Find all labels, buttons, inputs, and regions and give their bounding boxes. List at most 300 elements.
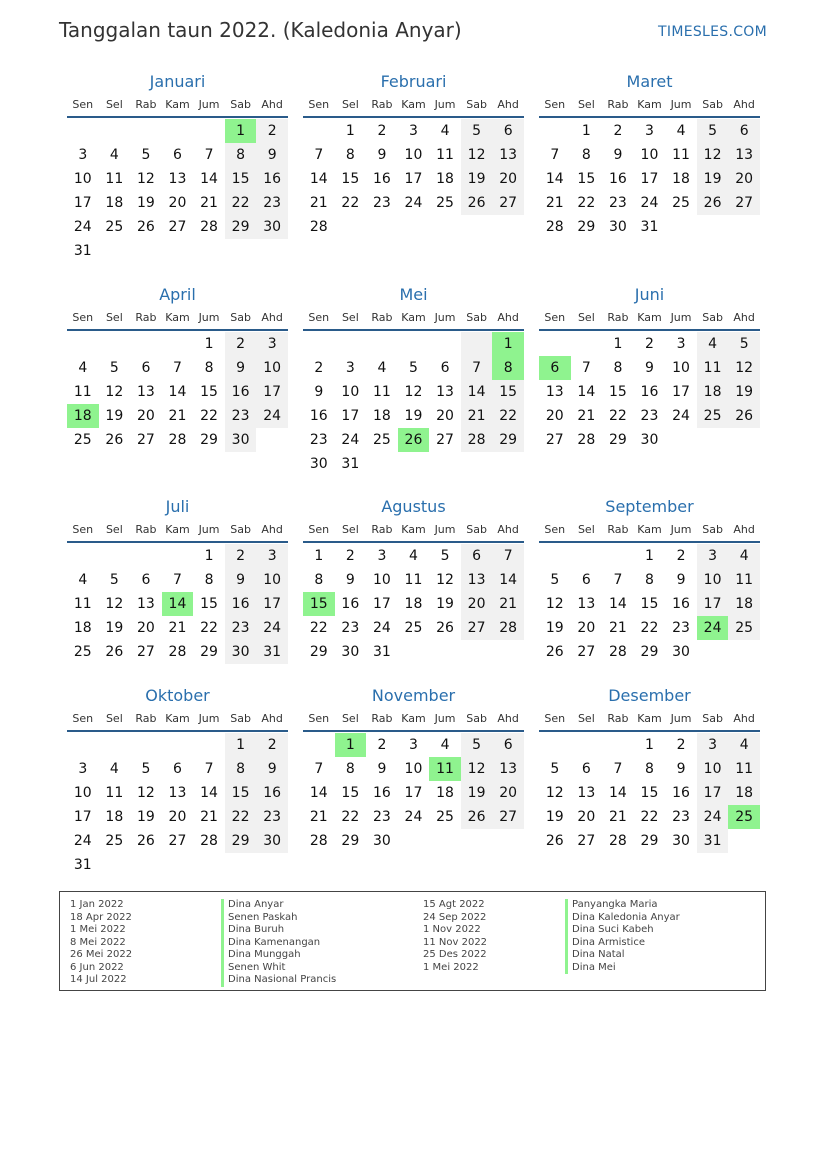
day-cell: 11 [372,384,391,400]
weekday-label: Jum [434,311,456,324]
day-cell: 8 [225,757,257,781]
day-cell: 12 [461,143,493,167]
day-cell: 2 [256,733,288,757]
empty-cell [461,829,493,853]
month-oktober [67,686,288,877]
day-cell: 5 [409,360,418,376]
weekday-header [303,521,524,543]
day-cell: 14 [545,171,564,187]
day-cell: 20 [168,195,187,211]
day-cell: 28 [168,644,187,660]
day-grid [303,331,524,476]
weekday-label: Sen [308,523,330,536]
empty-cell [162,733,194,757]
month-januari [67,72,288,263]
weekday-label: Sen [72,311,94,324]
day-cell: 26 [136,219,155,235]
day-cell: 23 [372,809,391,825]
day-cell: 14 [200,171,218,187]
day-cell: 13 [545,384,564,400]
day-cell: 22 [640,809,659,825]
day-cell: 3 [697,733,729,757]
day-cell: 3 [345,360,355,376]
day-cell: 30 [309,456,328,472]
day-cell: 1 [314,548,324,564]
day-cell: 15 [341,171,360,187]
day-cell: 19 [136,195,155,211]
weekday-label: Kam [165,523,190,536]
empty-cell [728,215,760,239]
day-cell: 14 [608,596,627,612]
day-cell: 5 [550,761,560,777]
day-cell: 23 [640,408,659,424]
day-cell: 4 [109,761,119,777]
day-cell: 26 [728,404,760,428]
day-cell: 15 [640,785,659,801]
day-cell: 29 [640,644,659,660]
weekday-label: Kam [637,311,662,324]
empty-cell [303,119,335,143]
empty-cell [99,119,131,143]
day-cell: 22 [341,809,360,825]
day-cell: 3 [697,544,729,568]
day-grid [67,543,288,664]
empty-cell [492,452,524,476]
empty-cell [492,829,524,853]
day-cell: 25 [672,195,690,211]
day-cell: 26 [461,805,493,829]
day-cell: 4 [728,733,760,757]
day-cell: 11 [73,596,92,612]
day-cell: 11 [105,171,124,187]
empty-cell [429,215,461,239]
day-cell: 6 [461,544,493,568]
day-cell: 16 [225,592,257,616]
day-cell: 2 [225,332,257,356]
weekday-label: Ahd [261,311,283,324]
day-cell: 5 [697,119,729,143]
day-cell: 23 [672,620,690,636]
day-cell: 17 [404,171,423,187]
empty-cell [99,544,131,568]
month-februari [303,72,524,239]
day-cell: 11 [404,572,423,588]
weekday-label: Sab [230,311,251,324]
legend-entry: Senen Paskah [221,912,336,925]
empty-cell [335,215,367,239]
day-cell: 8 [581,147,591,163]
legend-entry: Dina Mei [565,962,680,975]
day-cell: 7 [613,572,623,588]
day-cell: 6 [728,119,760,143]
brand-link[interactable]: TIMESLES.COM [658,24,767,40]
day-cell: 13 [436,384,454,400]
weekday-label: Sab [702,98,723,111]
day-cell: 15 [492,380,524,404]
weekday-label: Ahd [497,523,519,536]
day-cell: 8 [204,572,214,588]
empty-cell [398,640,430,664]
day-cell: 2 [377,737,387,753]
day-cell: 18 [436,171,454,187]
day-cell: 13 [136,596,155,612]
weekday-label: Sel [341,98,359,111]
day-cell: 20 [728,167,760,191]
weekday-header [539,309,760,331]
month-name: Maret [626,72,673,91]
day-cell: 20 [436,408,454,424]
weekday-label: Rab [607,523,629,536]
day-cell: 2 [645,336,654,352]
empty-cell [728,829,760,853]
empty-cell [461,640,493,664]
day-cell: 11 [728,568,760,592]
day-cell: 22 [309,620,328,636]
day-cell: 14 [168,384,187,400]
day-cell: 27 [168,833,187,849]
empty-cell [602,733,634,757]
weekday-label: Jum [198,311,220,324]
day-cell: 15 [608,384,627,400]
day-cell: 24 [341,432,360,448]
day-cell: 13 [168,785,187,801]
weekday-label: Ahd [733,712,755,725]
weekday-header [539,521,760,543]
day-grid [539,118,760,239]
day-cell: 15 [200,384,218,400]
weekday-label: Kam [637,523,662,536]
day-cell: 10 [672,360,690,376]
day-cell: 4 [676,123,686,139]
weekday-label: Ahd [261,712,283,725]
legend-entry: 1 Nov 2022 [423,924,481,935]
day-cell: 13 [492,143,524,167]
weekday-label: Kam [165,712,190,725]
weekday-label: Kam [401,523,426,536]
day-cell: 10 [697,568,729,592]
weekday-label: Sab [230,712,251,725]
weekday-label: Jum [670,712,692,725]
day-cell: 1 [645,548,654,564]
day-cell: 3 [256,332,288,356]
weekday-label: Ahd [497,98,519,111]
day-cell: 11 [672,147,690,163]
day-cell: 5 [141,761,151,777]
empty-cell [697,640,729,664]
day-cell: 6 [173,761,182,777]
day-cell: 21 [545,195,564,211]
day-cell: 31 [341,456,360,472]
empty-cell [193,853,225,877]
weekday-label: Jum [198,523,220,536]
day-cell: 18 [105,195,124,211]
weekday-label: Sel [105,98,123,111]
day-cell: 26 [697,191,729,215]
day-cell: 7 [204,761,214,777]
day-cell: 12 [461,757,493,781]
day-cell: 2 [613,123,623,139]
weekday-label: Sab [702,311,723,324]
day-cell: 7 [314,147,324,163]
day-cell: 1 [335,733,367,757]
empty-cell [539,733,571,757]
day-cell: 25 [73,432,92,448]
empty-cell [697,428,729,452]
day-cell: 4 [409,548,418,564]
day-cell: 25 [372,432,391,448]
empty-cell [193,239,225,263]
day-cell: 27 [492,191,524,215]
weekday-label: Jum [670,98,692,111]
day-cell: 9 [377,147,387,163]
weekday-label: Kam [401,311,426,324]
weekday-header [539,710,760,732]
day-cell: 28 [492,616,524,640]
weekday-label: Sab [230,98,251,111]
day-cell: 10 [73,171,92,187]
day-cell: 7 [314,761,324,777]
weekday-header [67,309,288,331]
day-cell: 20 [492,167,524,191]
day-cell: 31 [73,243,92,259]
day-cell: 9 [645,360,654,376]
month-juni [539,285,760,452]
day-cell: 11 [105,785,124,801]
day-cell: 13 [136,384,155,400]
day-cell: 27 [728,191,760,215]
empty-cell [130,119,162,143]
weekday-label: Sel [341,523,359,536]
day-cell: 22 [225,191,257,215]
day-cell: 9 [256,143,288,167]
day-cell: 23 [225,616,257,640]
day-cell: 8 [645,572,654,588]
day-cell: 29 [577,219,596,235]
weekday-label: Kam [165,311,190,324]
empty-cell [225,239,257,263]
month-mei [303,285,524,476]
legend-entry: Dina Kamenangan [221,937,336,950]
day-cell: 26 [545,833,564,849]
day-cell: 24 [256,616,288,640]
day-cell: 12 [136,171,155,187]
empty-cell [398,829,430,853]
day-cell: 24 [404,809,423,825]
empty-cell [539,544,571,568]
day-cell: 22 [577,195,596,211]
weekday-label: Sen [544,712,566,725]
empty-cell [130,544,162,568]
empty-cell [398,215,430,239]
day-cell: 22 [200,620,218,636]
empty-cell [303,332,335,356]
day-cell: 17 [73,809,92,825]
legend-entry: Senen Whit [221,962,336,975]
day-cell: 25 [728,616,760,640]
day-cell: 27 [577,833,596,849]
empty-cell [99,733,131,757]
day-cell: 24 [697,805,729,829]
day-cell: 15 [200,596,218,612]
legend-entry: Dina Armistice [565,937,680,950]
weekday-label: Rab [135,712,157,725]
day-grid [539,331,760,452]
weekday-label: Rab [371,311,393,324]
empty-cell [130,853,162,877]
month-september [539,497,760,664]
day-cell: 3 [78,147,88,163]
day-grid [303,732,524,853]
empty-cell [429,332,461,356]
empty-cell [492,640,524,664]
day-cell: 22 [341,195,360,211]
day-cell: 31 [697,829,729,853]
day-cell: 1 [613,336,623,352]
day-cell: 30 [341,644,360,660]
weekday-label: Jum [434,712,456,725]
day-cell: 29 [225,829,257,853]
day-cell: 16 [640,384,659,400]
day-cell: 7 [461,356,493,380]
day-cell: 16 [256,167,288,191]
empty-cell [130,332,162,356]
empty-cell [162,544,194,568]
day-cell: 12 [136,785,155,801]
day-cell: 23 [256,191,288,215]
empty-cell [162,239,194,263]
day-grid [539,732,760,853]
day-cell: 7 [204,147,214,163]
day-cell: 29 [200,644,218,660]
day-cell: 10 [697,757,729,781]
empty-cell [461,215,493,239]
empty-cell [193,733,225,757]
weekday-label: Ahd [261,523,283,536]
day-cell: 20 [545,408,564,424]
weekday-label: Sel [105,311,123,324]
day-cell: 11 [728,757,760,781]
day-cell: 18 [404,596,423,612]
day-cell: 7 [173,572,182,588]
legend-entry: Dina Nasional Prancis [221,974,336,987]
month-name: Januari [149,72,206,91]
day-cell: 25 [105,219,124,235]
day-cell: 30 [225,640,257,664]
legend-entry: 8 Mei 2022 [70,936,126,948]
empty-cell [130,733,162,757]
month-name: September [605,497,694,516]
weekday-label: Sen [544,311,566,324]
day-cell: 5 [440,548,450,564]
empty-cell [162,853,194,877]
weekday-label: Rab [607,712,629,725]
day-cell: 24 [73,833,92,849]
weekday-label: Sel [577,311,595,324]
legend-entry: 26 Mei 2022 [70,949,133,960]
month-juli [67,497,288,664]
day-cell: 15 [640,596,659,612]
day-cell: 24 [697,616,729,640]
day-cell: 25 [404,620,423,636]
day-cell: 23 [672,809,690,825]
day-cell: 21 [461,404,493,428]
day-cell: 1 [204,548,214,564]
day-cell: 31 [256,640,288,664]
empty-cell [665,215,697,239]
day-cell: 27 [461,616,493,640]
day-cell: 8 [314,572,324,588]
day-cell: 6 [492,119,524,143]
day-cell: 21 [168,408,187,424]
legend-entry: 11 Nov 2022 [423,936,488,948]
weekday-label: Sel [341,311,359,324]
day-cell: 21 [608,809,627,825]
day-cell: 23 [372,195,391,211]
weekday-label: Ahd [733,98,755,111]
day-cell: 18 [728,592,760,616]
day-cell: 6 [173,147,182,163]
day-cell: 12 [697,143,729,167]
empty-cell [492,215,524,239]
day-cell: 28 [168,432,187,448]
day-cell: 5 [461,119,493,143]
legend-names-left [221,899,336,987]
day-cell: 19 [105,408,124,424]
day-cell: 22 [640,620,659,636]
day-cell: 3 [676,336,686,352]
weekday-label: Sel [577,712,595,725]
legend-entry: Dina Munggah [221,949,336,962]
legend-entry: 24 Sep 2022 [423,911,487,923]
legend-dates-left [70,899,132,987]
day-cell: 16 [341,596,360,612]
day-cell: 17 [672,384,690,400]
month-name: Desember [608,686,691,705]
day-cell: 17 [256,380,288,404]
day-cell: 7 [173,360,182,376]
day-cell: 12 [728,356,760,380]
day-cell: 24 [672,408,690,424]
day-grid [303,543,524,664]
day-cell: 8 [225,143,257,167]
day-cell: 4 [78,572,88,588]
day-cell: 9 [225,356,257,380]
day-cell: 9 [256,757,288,781]
weekday-label: Ahd [261,98,283,111]
day-cell: 4 [440,737,450,753]
day-cell: 27 [577,644,596,660]
legend-names-right [565,899,680,974]
month-november [303,686,524,853]
day-cell: 27 [545,432,564,448]
weekday-label: Kam [165,98,190,111]
day-cell: 8 [345,761,355,777]
day-cell: 9 [314,384,324,400]
legend-entry: Dina Kaledonia Anyar [565,912,680,925]
legend-entry: 1 Mei 2022 [70,924,126,935]
day-cell: 30 [256,215,288,239]
empty-cell [256,853,288,877]
day-cell: 13 [728,143,760,167]
empty-cell [366,215,398,239]
day-cell: 4 [697,332,729,356]
day-cell: 14 [608,785,627,801]
weekday-header [303,96,524,118]
legend-entry: Dina Natal [565,949,680,962]
day-cell: 12 [436,572,454,588]
day-cell: 26 [105,432,124,448]
empty-cell [67,733,99,757]
